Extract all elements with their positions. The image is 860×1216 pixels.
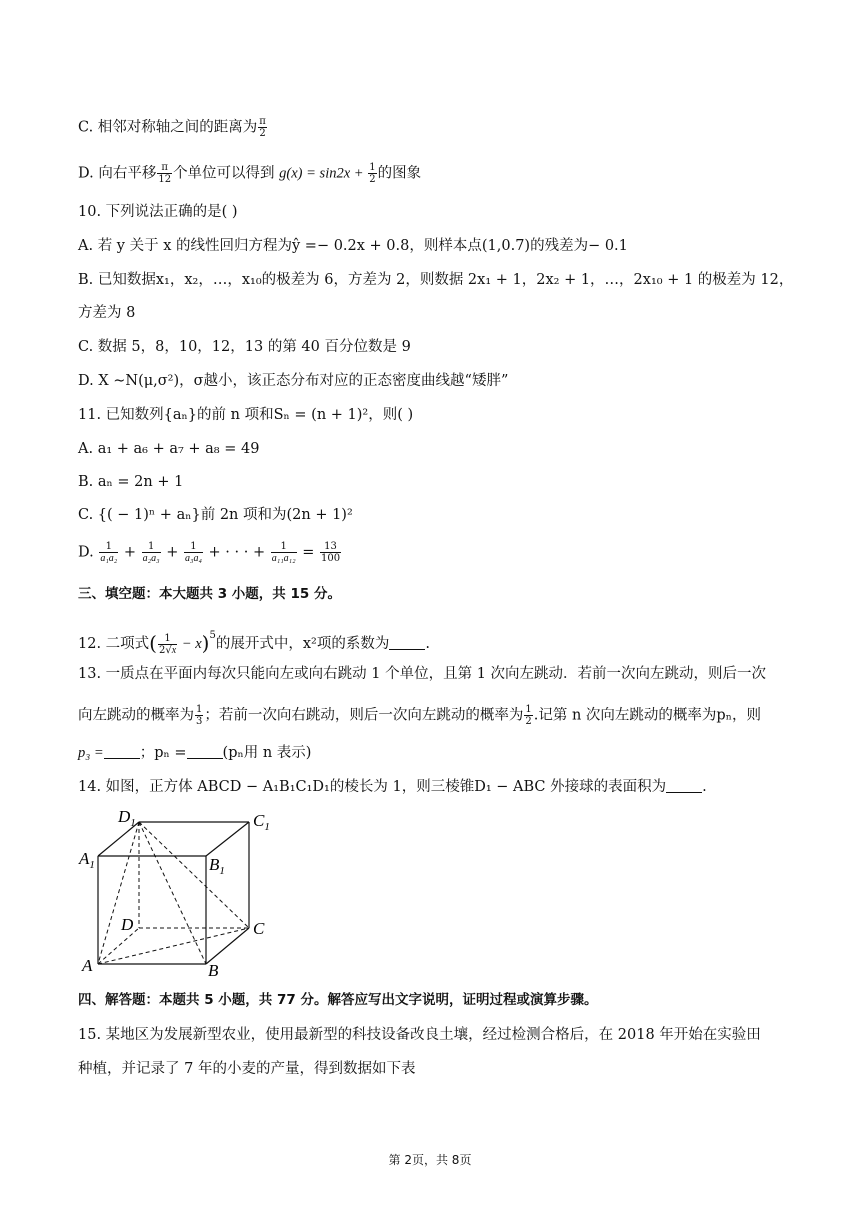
q13-line1: 13. 一质点在平面内每次只能向左或向右跳动 1 个单位，且第 1 次向左跳动．若前一次向左跳动，则后一次 (78, 666, 767, 682)
q9-option-d: D. 向右平移 $\frac{\pi}{12}$ 个单位可以得到 g(x) = sin2x + $\frac{1}{2}$ 的图象 (78, 162, 422, 185)
q13-line3: p₃ = ；pₙ = (pₙ用 n 表示) (78, 745, 312, 761)
q15-line2: 种植，并记录了 7 年的小麦的产量，得到数据如下表 (78, 1061, 416, 1077)
fraction: $\frac{\pi}{12}$ (158, 162, 172, 185)
answer-blank[interactable] (187, 744, 223, 759)
fraction: $\frac{1}{2}$ (369, 162, 376, 185)
answer-blank[interactable] (104, 744, 140, 759)
q11-option-a: A. a₁ + a₆ + a₇ + a₈ = 49 (78, 441, 260, 457)
q10-option-c: C. 数据 5，8，10，12，13 的第 40 百分位数是 9 (78, 339, 411, 355)
q15-line1: 15. 某地区为发展新型农业，使用最新型的科技设备改良土壤，经过检测合格后，在 2018 年开始在实验田 (78, 1027, 761, 1043)
vertex-label-d: D (121, 915, 134, 934)
section-4-heading: 四、解答题：本题共 5 小题，共 77 分。解答应写出文字说明，证明过程或演算步骤。 (78, 992, 598, 1008)
vertex-label-b: B (208, 961, 219, 978)
vertex-label-c: C (253, 919, 265, 938)
fraction: $\frac{1}{3}$ (196, 704, 203, 727)
q11-option-c: C. {( − 1)ⁿ + aₙ}前 2n 项和为(2n + 1)² (78, 507, 353, 523)
vertex-label-a: A (82, 956, 93, 975)
q10-option-a: A. 若 y 关于 x 的线性回归方程为ŷ =− 0.2x + 0.8，则样本点(1,0.7)的残差为− 0.1 (78, 238, 628, 254)
q11-stem: 11. 已知数列{aₙ}的前 n 项和Sₙ = (n + 1)²，则( ) (78, 407, 414, 423)
q10-option-b-line2: 方差为 8 (78, 305, 136, 321)
answer-blank[interactable] (389, 635, 425, 650)
answer-blank[interactable] (666, 778, 702, 793)
q11-option-b: B. aₙ = 2n + 1 (78, 474, 184, 490)
fraction: $\frac{\pi}{2}$ (259, 116, 266, 139)
q11-option-d: D. $\frac{1}{\text{a₁a₂}}$ + $\frac{1}{\text{a₂a₃}}$ + $\frac{1}{\text{a₃a₄}}$ + · · · + $\frac{1}{\text{a₁₁a₁₂}}$ = $\frac{13}{100}$ (78, 541, 341, 564)
vertex-label-a1: $A_1$ (79, 849, 95, 871)
cube-figure (76, 806, 276, 978)
vertex-label-d1: $D_1$ (118, 807, 136, 829)
page-footer: 第 2页，共 8页 (388, 1153, 472, 1167)
q14: 14. 如图，正方体 ABCD − A₁B₁C₁D₁的棱长为 1，则三棱锥D₁ − ABC 外接球的表面积为 . (78, 779, 707, 795)
fraction: $\frac{13}{100}$ (321, 541, 341, 564)
q10-option-b-line1: B. 已知数据x₁，x₂，…，x₁₀的极差为 6，方差为 2，则数据 2x₁ + 1，2x₂ + 1，…，2x₁₀ + 1 的极差为 12， (78, 272, 794, 288)
section-3-heading: 三、填空题：本大题共 3 小题，共 15 分。 (78, 586, 341, 602)
vertex-label-c1: $C_1$ (253, 811, 270, 833)
q10-option-d: D. X ∼N(μ,σ²)，σ越小，该正态分布对应的正态密度曲线越“矮胖” (78, 373, 509, 389)
q12: 12. 二项式( $\frac{1}{2√x}$ − x)$^5$的展开式中，x²项的系数为 . (78, 630, 430, 656)
q10-stem: 10. 下列说法正确的是( ) (78, 204, 238, 220)
q13-line2: 向左跳动的概率为 $\frac{1}{3}$ ；若前一次向右跳动，则后一次向左跳动的概率为 $\frac{1}{2}$ .记第 n 次向左跳动的概率为pₙ，则 (78, 704, 761, 727)
vertex-label-b1: $B_1$ (209, 855, 225, 877)
fraction: $\frac{1}{2}$ (525, 704, 532, 727)
q9-option-c: C. 相邻对称轴之间的距离为 $\frac{\pi}{2}$ (78, 116, 266, 139)
